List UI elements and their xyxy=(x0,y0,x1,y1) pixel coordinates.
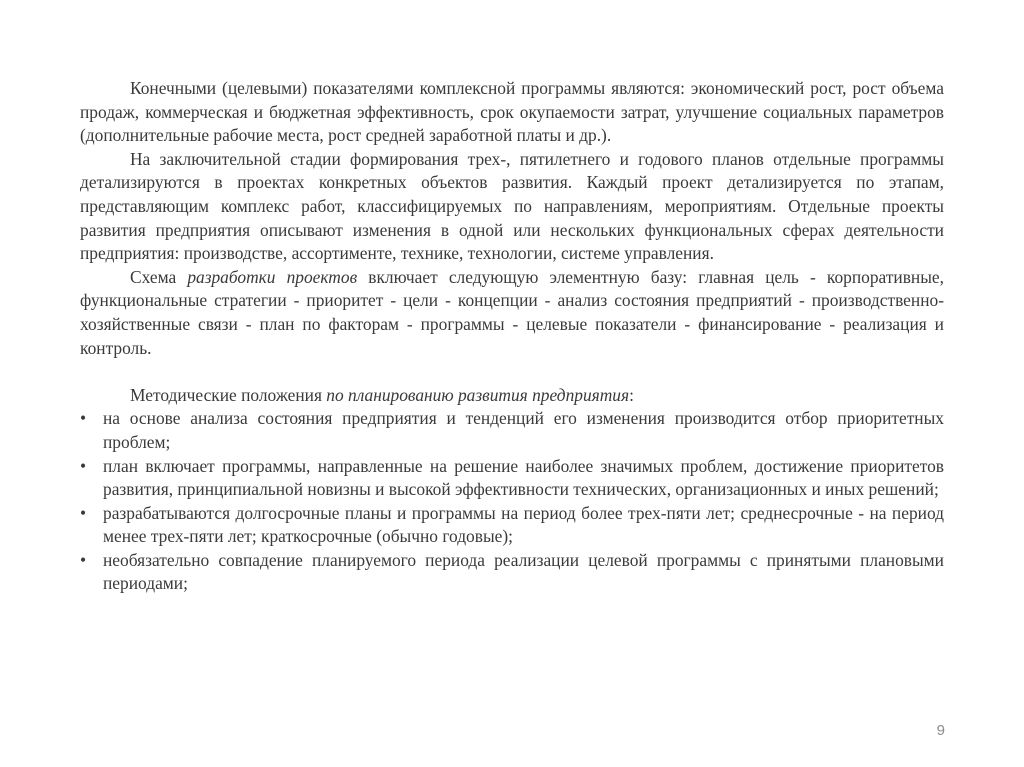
bullet-icon: • xyxy=(80,502,87,523)
methodology-list xyxy=(80,407,944,596)
document-page xyxy=(80,77,944,596)
list-item-text: разрабатываются долгосрочные планы и программы на период более трех-пяти лет; среднесрочные - на период менее трех-пяти лет; краткосрочные (обычно годовые); xyxy=(103,502,944,547)
paragraph-final-stage: На заключительной стадии формирования трех-, пятилетнего и годового планов отдельные программы детализируются в проектах конкретных объектов развития. Каждый проект детализируется по этапам, представляющим комплекс работ, классифицируемых по направлениям, мероприятиям. Отдельные проекты развития предприятия описывают изменения в одной или нескольких функциональных сферах деятельности предприятия: производстве, ассортименте, технике, технологии, системе управления. xyxy=(80,148,944,264)
list-item xyxy=(80,549,944,596)
list-item xyxy=(80,502,944,549)
methodology-intro-italic: по планированию развития предприятия xyxy=(326,384,630,405)
list-item-text: на основе анализа состояния предприятия и тенденций его изменения производится отбор приоритетных проблем; xyxy=(103,408,944,452)
paragraph-project-scheme-start: Схема xyxy=(130,266,188,287)
list-item-text: план включает программы, направленные на решение наиболее значимых проблем, достижение приоритетов развития, принципиальной новизны и высокой эффективности технических, организационных и иных решений; xyxy=(103,455,944,500)
methodology-intro xyxy=(80,384,944,408)
bullet-icon: • xyxy=(80,455,87,476)
list-item-text: необязательно совпадение планируемого периода реализации целевой программы с принятыми плановыми периодами; xyxy=(103,549,944,594)
list-item xyxy=(80,407,944,454)
list-item xyxy=(80,455,944,502)
page-number: 9 xyxy=(936,722,945,739)
paragraph-project-scheme-italic: разработки проектов xyxy=(187,266,358,287)
paragraph-project-scheme xyxy=(80,266,944,360)
bullet-icon: • xyxy=(80,408,87,429)
methodology-intro-start: Методические положения xyxy=(130,384,327,405)
methodology-intro-end: : xyxy=(629,384,634,405)
bullet-icon: • xyxy=(80,549,87,570)
paragraph-project-scheme-end: включает следующую элементную базу: главная цель - корпоративные, функциональные стратегии - приоритет - цели - концепции - анализ состояния предприятий - производственно-хозяйственные связи - план по факторам - программы - целевые показатели - финансирование - реализация и контроль. xyxy=(80,266,944,358)
paragraph-spacer xyxy=(80,360,944,384)
paragraph-target-indicators: Конечными (целевыми) показателями комплексной программы являются: экономический рост, рост объема продаж, коммерческая и бюджетная эффективность, срок окупаемости затрат, улучшение социальных параметров (дополнительные рабочие места, рост средней заработной платы и др.). xyxy=(80,78,944,146)
